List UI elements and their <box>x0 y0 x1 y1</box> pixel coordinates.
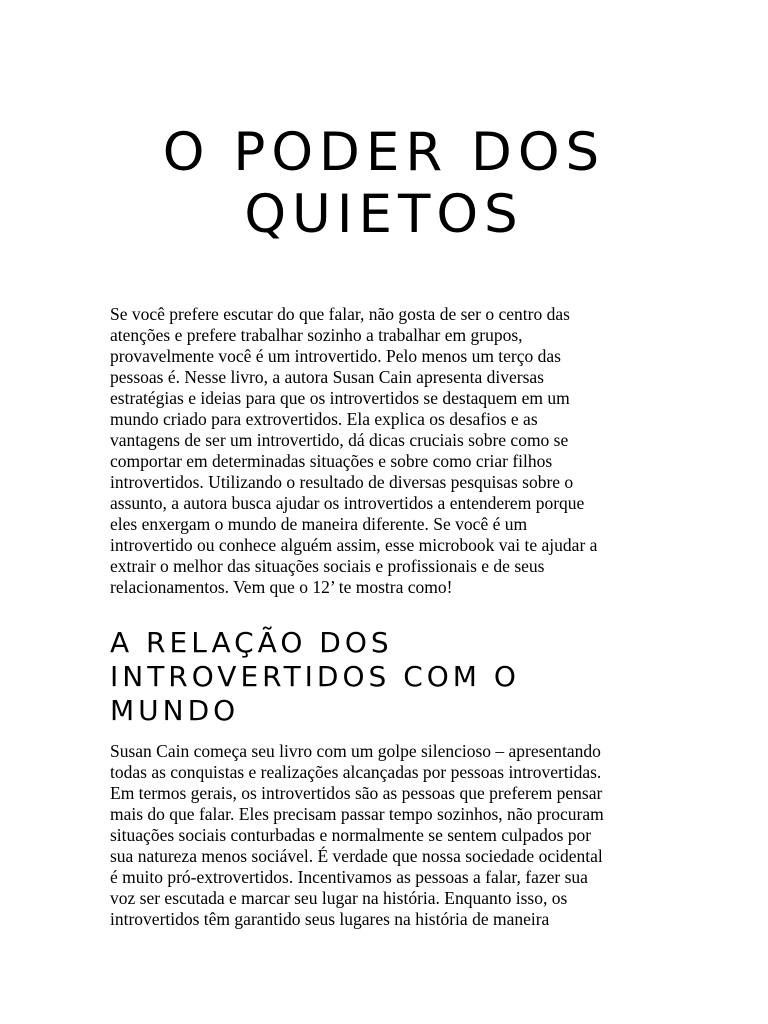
section-heading: A RELAÇÃO DOS INTROVERTIDOS COM O MUNDO <box>110 626 520 727</box>
intro-paragraph: Se você prefere escutar do que falar, não gosta de ser o centro das atenções e prefere trabalhar sozinho a trabalhar em grupos, provavelmente você é um introvertido. Pelo menos um terço das pessoas é. Nesse livro, a autora Susan Cain apresenta diversas estratégias e ideias para que os introvertidos se destaquem em um mundo criado para extrovertidos. Ela explica os desafios e as vantagens de ser um introvertido, dá dicas cruciais sobre como se comportar em determinadas situações e sobre como criar filhos introvertidos. Utilizando o resultado de diversas pesquisas sobre o assunto, a autora busca ajudar os introvertidos a entenderem porque eles enxergam o mundo de maneira diferente. Se você é um introvertido ou conhece alguém assim, esse microbook vai te ajudar a extrair o melhor das situações sociais e profissionais e de seus relacionamentos. Vem que o 12’ te mostra como! <box>110 304 598 597</box>
section-body-paragraph: Susan Cain começa seu livro com um golpe silencioso – apresentando todas as conquistas e realizações alcançadas por pessoas introvertidas. Em termos gerais, os introvertidos são as pessoas que preferem pensar mais do que falar. Eles precisam passar tempo sozinhos, não procuram situações sociais conturbadas e normalmente se sentem culpados por sua natureza menos sociável. É verdade que nossa sociedade ocidental é muito pró-extrovertidos. Incentivamos as pessoas a falar, fazer sua voz ser escutada e marcar seu lugar na história. Enquanto isso, os introvertidos têm garantido seus lugares na história de maneira <box>110 741 604 929</box>
document-title: O PODER DOS QUIETOS <box>162 122 606 245</box>
